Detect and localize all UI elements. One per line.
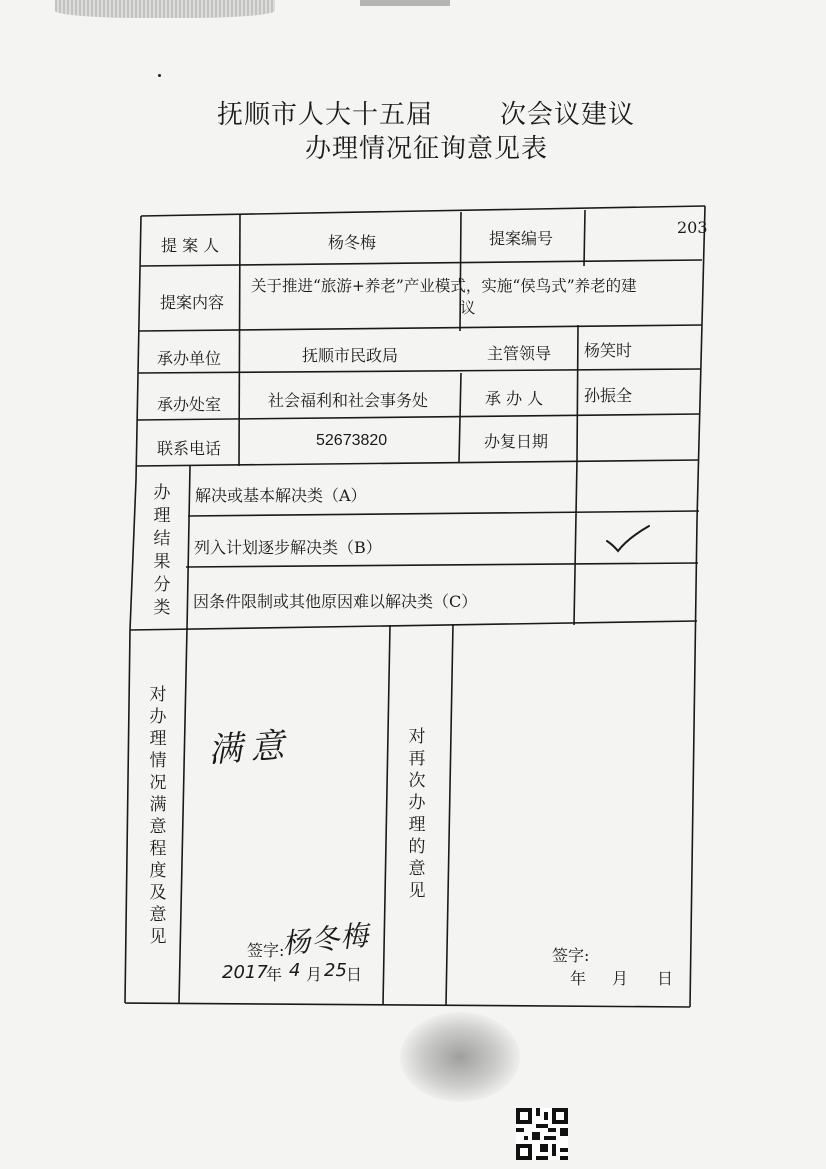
qr-code-icon	[516, 1108, 568, 1160]
reprocess-year-char: 年	[570, 969, 587, 988]
handler-value: 孙振全	[584, 386, 633, 405]
proposer-value: 杨冬梅	[328, 233, 377, 252]
phone-label: 联系电话	[157, 439, 222, 458]
signature-month-char: 月	[306, 965, 323, 984]
phone-value: 52673820	[316, 432, 388, 449]
satisfaction-label: 对办理情况满意程度及意见	[149, 685, 167, 947]
handwritten-opinion: 满意	[206, 725, 294, 771]
signature-date-month: 4	[289, 960, 301, 981]
content-line1: 关于推进“旅游+养老”产业模式，实施“侯鸟式”养老的建	[251, 277, 637, 295]
reprocess-sign-label: 签字:	[552, 946, 590, 965]
reprocess-day-char: 日	[657, 969, 674, 988]
office-label: 承办处室	[157, 395, 222, 414]
reprocess-month-char: 月	[612, 969, 629, 988]
form-title-line2: 办理情况征询意见表	[305, 134, 549, 164]
form-title-part1: 抚顺市人大十五届	[217, 100, 434, 130]
office-value: 社会福利和社会事务处	[268, 391, 429, 410]
handler-label: 承 办 人	[485, 389, 544, 408]
result-category-label: 办理结果分类	[153, 483, 171, 618]
proposal-no-label: 提案编号	[489, 229, 554, 248]
checkmark-icon	[604, 524, 652, 554]
reprocess-label: 对再次办理的意见	[408, 727, 426, 901]
proposal-no-value: 203	[677, 218, 708, 237]
result-option-c: 因条件限制或其他原因难以解决类（C）	[193, 592, 478, 611]
signature-year-char: 年	[266, 965, 283, 984]
unit-value: 抚顺市民政局	[302, 346, 399, 365]
scan-smudge	[400, 1012, 520, 1102]
leader-value: 杨笑时	[584, 341, 633, 360]
scan-edge-artifact	[55, 0, 275, 18]
signature-date-day: 25	[324, 960, 347, 981]
result-option-b: 列入计划逐步解决类（B）	[194, 538, 382, 557]
unit-label: 承办单位	[157, 349, 222, 368]
handwritten-signature: 杨冬梅	[280, 918, 371, 961]
ink-dot	[158, 74, 161, 77]
form-title-part2: 次会议建议	[500, 100, 636, 130]
scan-edge-artifact	[360, 0, 450, 6]
leader-label: 主管领导	[487, 344, 552, 363]
reply-date-label: 办复日期	[484, 432, 549, 451]
signature-day-char: 日	[346, 965, 363, 984]
proposer-label: 提 案 人	[161, 236, 220, 255]
result-option-a: 解决或基本解决类（A）	[195, 486, 367, 505]
content-label: 提案内容	[160, 293, 225, 312]
satisfaction-sign-label: 签字:	[247, 941, 285, 960]
content-line2: 议	[460, 299, 476, 317]
signature-date-year: 2017	[222, 962, 268, 983]
